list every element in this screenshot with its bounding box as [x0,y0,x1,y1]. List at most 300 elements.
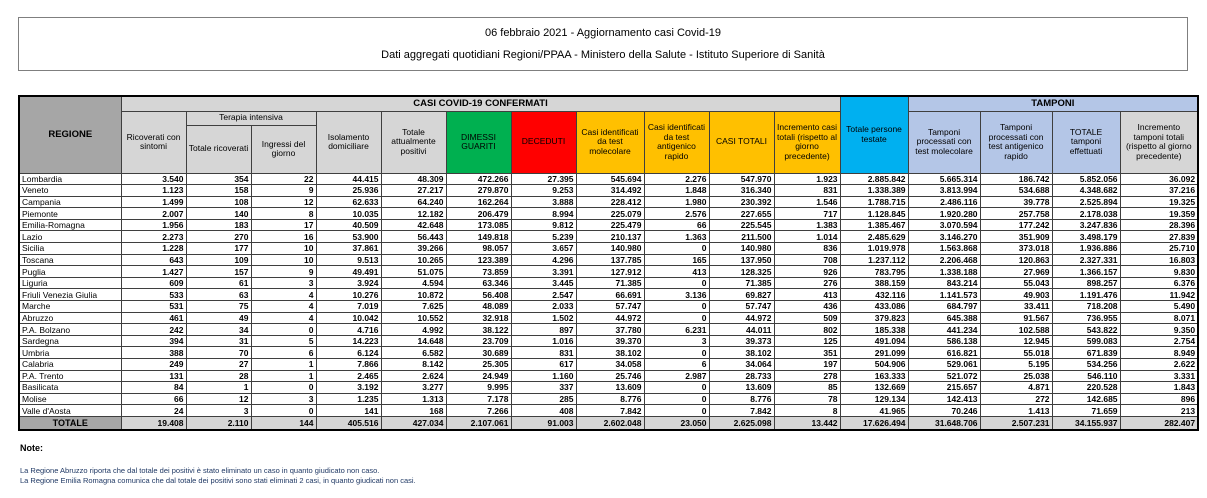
value-cell: 215.657 [908,382,980,394]
value-cell: 1.848 [644,185,709,197]
value-cell: 12.182 [381,208,446,220]
total-value-cell: 2.110 [186,416,251,430]
region-name-cell: Friuli Venezia Giulia [19,289,121,301]
value-cell: 13.609 [576,382,644,394]
col-header-persone-testate: Totale persone testate [840,96,908,173]
value-cell: 843.214 [908,277,980,289]
value-cell: 3 [644,335,709,347]
value-cell: 4.992 [381,324,446,336]
value-cell: 2.033 [511,301,576,313]
value-cell: 56.443 [381,231,446,243]
total-value-cell: 2.602.048 [576,416,644,430]
value-cell: 609 [121,277,186,289]
value-cell: 3.445 [511,277,576,289]
value-cell: 373.018 [980,243,1052,255]
value-cell: 7.842 [576,405,644,417]
value-cell: 102.588 [980,324,1052,336]
region-row-veneto [19,185,1198,197]
value-cell: 529.061 [908,359,980,371]
value-cell: 40.509 [316,219,381,231]
value-cell: 316.340 [709,185,774,197]
value-cell: 10 [251,254,316,266]
value-cell: 3 [186,405,251,417]
total-value-cell: 282.407 [1120,416,1198,430]
col-header-casi-molecolare: Casi identificati da test molecolare [576,111,644,173]
value-cell: 413 [644,266,709,278]
value-cell: 0 [644,405,709,417]
total-value-cell: 17.626.494 [840,416,908,430]
value-cell: 0 [251,405,316,417]
value-cell: 78 [774,393,840,405]
value-cell: 25.038 [980,370,1052,382]
value-cell: 7.019 [316,301,381,313]
value-cell: 7.866 [316,359,381,371]
report-title-box [18,17,1188,71]
value-cell: 2.754 [1120,335,1198,347]
value-cell: 16.803 [1120,254,1198,266]
value-cell: 643 [121,254,186,266]
region-name-cell: Umbria [19,347,121,359]
value-cell: 2.486.116 [908,196,980,208]
region-row-marche [19,301,1198,313]
value-cell: 227.655 [709,208,774,220]
region-name-cell: Molise [19,393,121,405]
value-cell: 379.823 [840,312,908,324]
region-name-cell: Veneto [19,185,121,197]
value-cell: 8.994 [511,208,576,220]
value-cell: 213 [1120,405,1198,417]
region-name-cell: Sardegna [19,335,121,347]
value-cell: 1 [251,370,316,382]
value-cell: 9 [251,185,316,197]
value-cell: 1.235 [316,393,381,405]
region-name-cell: Puglia [19,266,121,278]
value-cell: 71.659 [1052,405,1120,417]
value-cell: 27 [186,359,251,371]
value-cell: 3.391 [511,266,576,278]
value-cell: 521.072 [908,370,980,382]
value-cell: 2.273 [121,231,186,243]
value-cell: 10.042 [316,312,381,324]
value-cell: 37.861 [316,243,381,255]
value-cell: 63 [186,289,251,301]
value-cell: 140 [186,208,251,220]
value-cell: 197 [774,359,840,371]
value-cell: 1.237.112 [840,254,908,266]
value-cell: 51.075 [381,266,446,278]
value-cell: 534.688 [980,185,1052,197]
value-cell: 158 [186,185,251,197]
value-cell: 0 [644,277,709,289]
value-cell: 896 [1120,393,1198,405]
value-cell: 137.950 [709,254,774,266]
value-cell: 1.923 [774,173,840,185]
value-cell: 27.839 [1120,231,1198,243]
value-cell: 123.389 [446,254,511,266]
value-cell: 433.086 [840,301,908,313]
col-header-regione: REGIONE [19,96,121,173]
region-row-abruzzo [19,312,1198,324]
value-cell: 163.333 [840,370,908,382]
value-cell: 13.609 [709,382,774,394]
value-cell: 61 [186,277,251,289]
value-cell: 39.370 [576,335,644,347]
value-cell: 127.912 [576,266,644,278]
value-cell: 140.980 [709,243,774,255]
region-name-cell: Abruzzo [19,312,121,324]
value-cell: 2.547 [511,289,576,301]
value-cell: 441.234 [908,324,980,336]
region-name-cell: Campania [19,196,121,208]
col-header-incremento-casi: Incremento casi totali (rispetto al giorno precedente) [774,111,840,173]
value-cell: 44.415 [316,173,381,185]
value-cell: 0 [644,301,709,313]
value-cell: 12 [251,196,316,208]
value-cell: 1.843 [1120,382,1198,394]
value-cell: 0 [644,312,709,324]
value-cell: 708 [774,254,840,266]
value-cell: 27.969 [980,266,1052,278]
value-cell: 1.019.978 [840,243,908,255]
value-cell: 25.305 [446,359,511,371]
value-cell: 108 [186,196,251,208]
value-cell: 12 [186,393,251,405]
value-cell: 1.920.280 [908,208,980,220]
value-cell: 5.665.314 [908,173,980,185]
region-name-cell: Marche [19,301,121,313]
value-cell: 49 [186,312,251,324]
value-cell: 4.716 [316,324,381,336]
value-cell: 671.839 [1052,347,1120,359]
region-row-sardegna [19,335,1198,347]
value-cell: 736.955 [1052,312,1120,324]
value-cell: 1.191.476 [1052,289,1120,301]
value-cell: 0 [644,393,709,405]
col-header-dimessi-guariti: DIMESSI GUARITI [446,111,511,173]
col-header-tamponi-totale: TOTALE tamponi effettuati [1052,111,1120,173]
value-cell: 142.685 [1052,393,1120,405]
value-cell: 37.780 [576,324,644,336]
value-cell: 1.014 [774,231,840,243]
value-cell: 23.709 [446,335,511,347]
value-cell: 1.413 [980,405,1052,417]
value-cell: 4 [251,289,316,301]
col-header-isolamento: Isolamento domiciliare [316,111,381,173]
value-cell: 616.821 [908,347,980,359]
value-cell: 461 [121,312,186,324]
value-cell: 3.146.270 [908,231,980,243]
value-cell: 157 [186,266,251,278]
value-cell: 1.228 [121,243,186,255]
value-cell: 225.479 [576,219,644,231]
value-cell: 125 [774,335,840,347]
total-value-cell: 144 [251,416,316,430]
value-cell: 0 [251,324,316,336]
value-cell: 617 [511,359,576,371]
value-cell: 34.064 [709,359,774,371]
region-row-lazio [19,231,1198,243]
value-cell: 36.092 [1120,173,1198,185]
value-cell: 4.348.682 [1052,185,1120,197]
value-cell: 10.035 [316,208,381,220]
value-cell: 132.669 [840,382,908,394]
region-name-cell: P.A. Trento [19,370,121,382]
value-cell: 225.545 [709,219,774,231]
value-cell: 9.350 [1120,324,1198,336]
value-cell: 39.266 [381,243,446,255]
value-cell: 0 [644,243,709,255]
value-cell: 38.102 [576,347,644,359]
value-cell: 783.795 [840,266,908,278]
value-cell: 717 [774,208,840,220]
value-cell: 37.216 [1120,185,1198,197]
value-cell: 220.528 [1052,382,1120,394]
value-cell: 55.018 [980,347,1052,359]
value-cell: 69.827 [709,289,774,301]
value-cell: 491.094 [840,335,908,347]
value-cell: 436 [774,301,840,313]
value-cell: 129.134 [840,393,908,405]
value-cell: 162.264 [446,196,511,208]
value-cell: 177.242 [980,219,1052,231]
total-value-cell: 2.625.098 [709,416,774,430]
value-cell: 10 [251,243,316,255]
value-cell: 211.500 [709,231,774,243]
value-cell: 1.366.157 [1052,266,1120,278]
value-cell: 249 [121,359,186,371]
value-cell: 926 [774,266,840,278]
value-cell: 91.567 [980,312,1052,324]
value-cell: 388.159 [840,277,908,289]
value-cell: 8.776 [576,393,644,405]
region-row-molise [19,393,1198,405]
total-value-cell: 2.507.231 [980,416,1052,430]
value-cell: 645.388 [908,312,980,324]
value-cell: 472.266 [446,173,511,185]
value-cell: 831 [774,185,840,197]
region-row-toscana [19,254,1198,266]
value-cell: 270 [186,231,251,243]
value-cell: 0 [644,382,709,394]
value-cell: 831 [511,347,576,359]
value-cell: 276 [774,277,840,289]
region-row-sicilia [19,243,1198,255]
value-cell: 32.918 [446,312,511,324]
col-header-tamponi-molecolare: Tamponi processati con test molecolare [908,111,980,173]
total-value-cell: 427.034 [381,416,446,430]
value-cell: 19.325 [1120,196,1198,208]
region-row-liguria [19,277,1198,289]
value-cell: 44.972 [709,312,774,324]
value-cell: 39.778 [980,196,1052,208]
value-cell: 898.257 [1052,277,1120,289]
value-cell: 85 [774,382,840,394]
value-cell: 177 [186,243,251,255]
value-cell: 314.492 [576,185,644,197]
value-cell: 5.852.056 [1052,173,1120,185]
value-cell: 543.822 [1052,324,1120,336]
value-cell: 4.871 [980,382,1052,394]
value-cell: 1 [251,359,316,371]
region-row-emilia-romagna [19,219,1198,231]
col-header-tamponi-antigenico: Tamponi processati con test antigenico rapido [980,111,1052,173]
value-cell: 2.576 [644,208,709,220]
region-name-cell: Basilicata [19,382,121,394]
value-cell: 9.513 [316,254,381,266]
value-cell: 84 [121,382,186,394]
value-cell: 531 [121,301,186,313]
value-cell: 394 [121,335,186,347]
total-row [19,416,1198,430]
total-value-cell: 31.648.706 [908,416,980,430]
value-cell: 432.116 [840,289,908,301]
group-header-terapia-intensiva: Terapia intensiva [186,111,316,125]
value-cell: 272 [980,393,1052,405]
value-cell: 1.956 [121,219,186,231]
group-header-casi-confermati: CASI COVID-19 CONFERMATI [121,96,840,111]
value-cell: 33.411 [980,301,1052,313]
value-cell: 8.142 [381,359,446,371]
value-cell: 11.942 [1120,289,1198,301]
value-cell: 3 [251,393,316,405]
region-row-p-a-trento [19,370,1198,382]
value-cell: 337 [511,382,576,394]
value-cell: 3.331 [1120,370,1198,382]
value-cell: 173.085 [446,219,511,231]
value-cell: 140.980 [576,243,644,255]
value-cell: 388 [121,347,186,359]
value-cell: 16 [251,231,316,243]
value-cell: 64.240 [381,196,446,208]
value-cell: 5 [251,335,316,347]
value-cell: 546.110 [1052,370,1120,382]
value-cell: 128.325 [709,266,774,278]
region-name-cell: Lombardia [19,173,121,185]
value-cell: 70.246 [908,405,980,417]
value-cell: 66 [644,219,709,231]
value-cell: 534.256 [1052,359,1120,371]
group-header-tamponi: TAMPONI [908,96,1198,111]
col-header-ti-totale-ricoverati: Totale ricoverati [186,125,251,173]
value-cell: 599.083 [1052,335,1120,347]
value-cell: 1.980 [644,196,709,208]
total-label-cell: TOTALE [19,416,121,430]
value-cell: 1.128.845 [840,208,908,220]
value-cell: 165 [644,254,709,266]
value-cell: 408 [511,405,576,417]
value-cell: 8 [774,405,840,417]
value-cell: 1.383 [774,219,840,231]
table-header [19,96,1198,173]
value-cell: 718.208 [1052,301,1120,313]
col-header-ricoverati: Ricoverati con sintomi [121,111,186,173]
value-cell: 836 [774,243,840,255]
value-cell: 62.633 [316,196,381,208]
value-cell: 8.776 [709,393,774,405]
note-line-2: La Regione Emilia Romagna comunica che dal totale dei positivi sono stati eliminati 2 casi, in quanto giudicati non casi. [20,475,416,485]
region-name-cell: Emilia-Romagna [19,219,121,231]
value-cell: 28 [186,370,251,382]
value-cell: 44.972 [576,312,644,324]
col-header-casi-antigenico: Casi identificati da test antigenico rapido [644,111,709,173]
region-name-cell: P.A. Bolzano [19,324,121,336]
value-cell: 3.070.594 [908,219,980,231]
total-value-cell: 13.442 [774,416,840,430]
value-cell: 6.231 [644,324,709,336]
region-name-cell: Calabria [19,359,121,371]
value-cell: 5.195 [980,359,1052,371]
value-cell: 17 [251,219,316,231]
value-cell: 509 [774,312,840,324]
region-name-cell: Piemonte [19,208,121,220]
value-cell: 131 [121,370,186,382]
value-cell: 1.427 [121,266,186,278]
region-name-cell: Lazio [19,231,121,243]
value-cell: 351 [774,347,840,359]
value-cell: 63.346 [446,277,511,289]
value-cell: 28.733 [709,370,774,382]
value-cell: 6.582 [381,347,446,359]
value-cell: 14.648 [381,335,446,347]
value-cell: 10.872 [381,289,446,301]
value-cell: 25.746 [576,370,644,382]
region-row-puglia [19,266,1198,278]
value-cell: 30.689 [446,347,511,359]
covid-data-table [18,95,1199,431]
region-row-p-a-bolzano [19,324,1198,336]
region-row-friuli-venezia-giulia [19,289,1198,301]
value-cell: 1 [186,382,251,394]
col-header-deceduti: DECEDUTI [511,111,576,173]
col-header-casi-totali: CASI TOTALI [709,111,774,173]
value-cell: 2.206.468 [908,254,980,266]
total-value-cell: 91.003 [511,416,576,430]
value-cell: 1.502 [511,312,576,324]
table-body [19,173,1198,430]
value-cell: 49.903 [980,289,1052,301]
value-cell: 0 [251,382,316,394]
value-cell: 7.625 [381,301,446,313]
value-cell: 168 [381,405,446,417]
region-name-cell: Toscana [19,254,121,266]
value-cell: 149.818 [446,231,511,243]
value-cell: 1.313 [381,393,446,405]
value-cell: 1.338.188 [908,266,980,278]
value-cell: 137.785 [576,254,644,266]
region-row-lombardia [19,173,1198,185]
value-cell: 1.385.467 [840,219,908,231]
value-cell: 2.525.894 [1052,196,1120,208]
value-cell: 2.485.629 [840,231,908,243]
value-cell: 9.830 [1120,266,1198,278]
value-cell: 2.622 [1120,359,1198,371]
value-cell: 3.657 [511,243,576,255]
value-cell: 3.813.994 [908,185,980,197]
value-cell: 185.338 [840,324,908,336]
total-value-cell: 19.408 [121,416,186,430]
value-cell: 4 [251,301,316,313]
notes-section [20,443,416,485]
value-cell: 4.296 [511,254,576,266]
value-cell: 225.079 [576,208,644,220]
value-cell: 38.102 [709,347,774,359]
region-row-basilicata [19,382,1198,394]
value-cell: 25.710 [1120,243,1198,255]
value-cell: 9.253 [511,185,576,197]
total-value-cell: 34.155.937 [1052,416,1120,430]
value-cell: 3.924 [316,277,381,289]
total-value-cell: 405.516 [316,416,381,430]
